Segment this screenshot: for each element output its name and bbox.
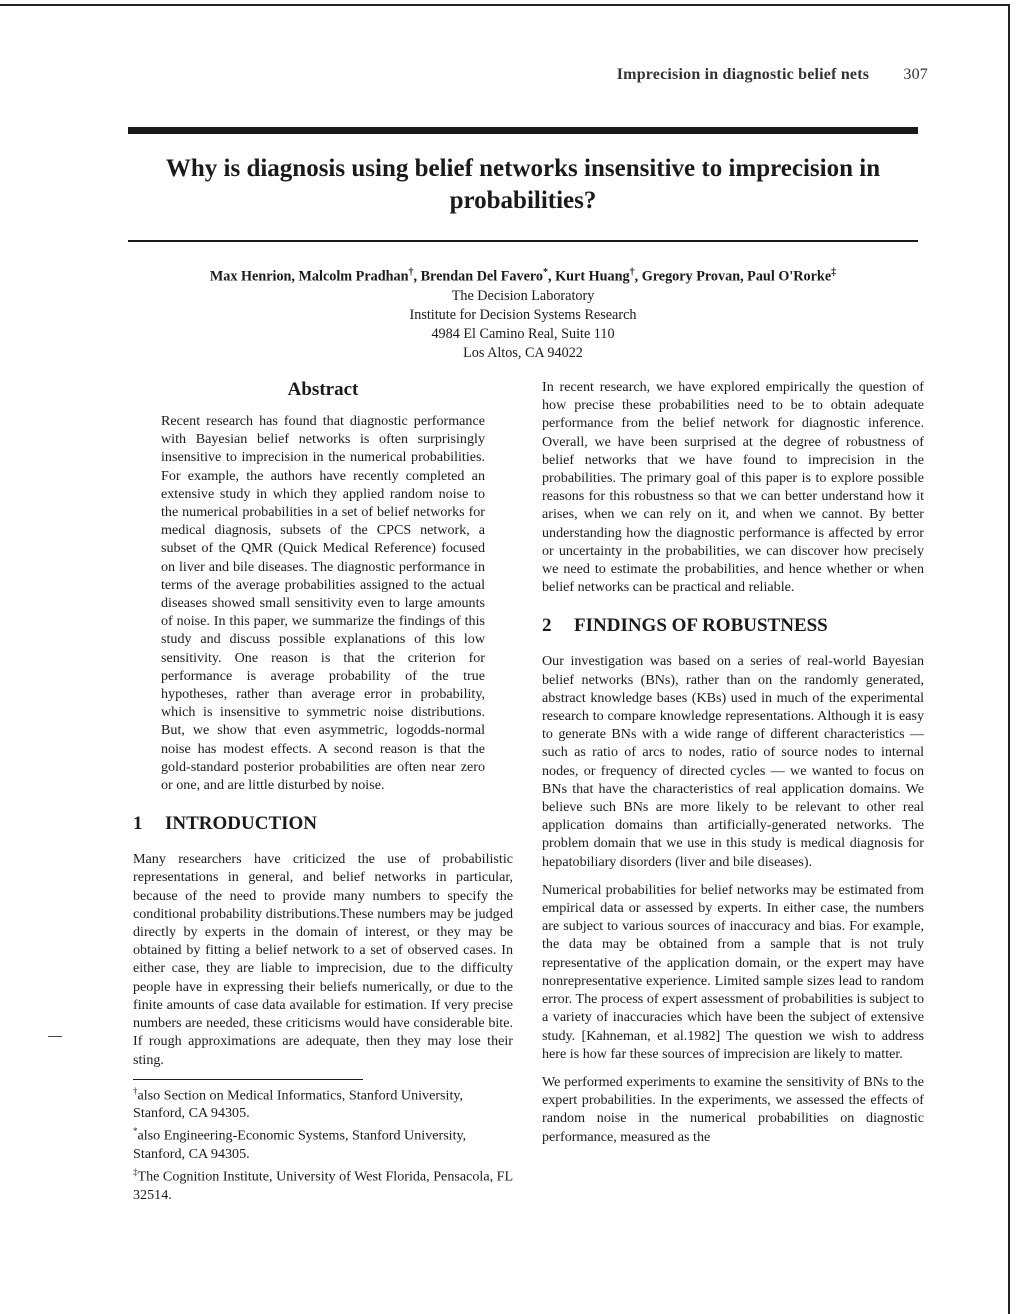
affiliation-line: 4984 El Camino Real, Suite 110: [431, 325, 615, 342]
findings-paragraph: Our investigation was based on a series of real-world Bayesian belief networks (BNs), rather than on the randomly generated, abstract knowledge bases (KBs) used in much of the experimental research to compare knowledge representations. Although it is easy to generate BNs with a wide range of different characteristics — such as ratio of arcs to nodes, ratio of source nodes to internal nodes, or frequency of directed cycles — we wanted to focus on BNs that have the characteristics of real application domains. We believe such BNs are more likely to be relevant to other real application domains than artificially-generated networks. The problem domain that we use in this study is medical diagnosis for hepatobiliary disorders (liver and bile diseases).: [542, 653, 924, 870]
findings-paragraph: Numerical probabilities for belief networks may be estimated from empirical data or assessed by experts. In either case, the numbers are subject to various sources of inaccuracy and bias. For example, the data may be obtained from a sample that is not truly representative of the application domain, or the expert may have nonrepresentative experience. Limited sample sizes lead to random error. The process of expert assessment of probabilities is subject to a variety of inaccuracies which have been the subject of extensive study. [Kahneman, et al.1982] The question we wish to address here is how far these sources of imprecision are likely to matter.: [542, 881, 924, 1062]
page-border-right: [1008, 4, 1010, 1314]
abstract-text: Recent research has found that diagnostic performance with Bayesian belief networks is often surprisingly insensitive to imprecision in the numerical probabilities. For example, the authors have recently completed an extensive study in which they applied random noise to the numerical probabilities in a set of belief networks for medical diagnosis, subsets of the CPCS network, a subset of the QMR (Quick Medical Reference) focused on liver and bile diseases. The diagnostic performance in terms of the average probabilities assigned to the actual diseases showed small sensitivity even to large amounts of noise. In this paper, we summarize the findings of this study and discuss possible explanations of this low sensitivity. One reason is that the criterion for performance is average probability of the true hypotheses, rather than average error in probability, which is insensitive to symmetric noise distributions. But, we show that even asymmetric, logodds-normal noise has modest effects. A second reason is that the gold-standard posterior probabilities are often near zero or one, and are little disturbed by noise.: [161, 413, 485, 794]
section-title: FINDINGS OF ROBUSTNESS: [574, 615, 828, 637]
margin-mark: [48, 1036, 62, 1037]
findings-paragraph: We performed experiments to examine the sensitivity of BNs to the expert probabilities. In the experiments, we assessed the effects of random noise in the numerical probabilities on diagnostic performance, measured as the: [542, 1073, 924, 1145]
page-number: 307: [903, 66, 928, 83]
footnote-mark: ‡: [133, 1167, 138, 1178]
author-names-1: Max Henrion, Malcolm Pradhan: [209, 268, 409, 285]
paper-title: Why is diagnosis using belief networks insensitive to imprecision in probabilities?: [165, 155, 881, 214]
author-mark-2: *: [543, 267, 549, 278]
author-names-3: , Kurt Huang: [548, 268, 630, 285]
footnote-mark: †: [133, 1085, 138, 1096]
author-list: [128, 263, 918, 287]
section-number: 2: [542, 615, 552, 637]
footnote-text: The Cognition Institute, University of West Florida, Pensacola, FL 32514.: [133, 1168, 513, 1203]
author-mark-3: †: [629, 267, 635, 278]
running-head-title: Imprecision in diagnostic belief nets: [616, 66, 870, 83]
footnote-text: also Section on Medical Informatics, Stanford University, Stanford, CA 94305.: [133, 1087, 464, 1122]
footnote: [133, 1082, 513, 1123]
author-names-2: , Brendan Del Favero: [413, 268, 544, 285]
section-number: 1: [133, 813, 143, 835]
page-border-top: [0, 4, 1010, 6]
left-column: [133, 378, 513, 1204]
running-head: [617, 66, 928, 84]
abstract-heading: Abstract: [287, 379, 359, 400]
title-rule-bottom: [128, 240, 918, 242]
author-mark-1: †: [408, 267, 414, 278]
footnote: [133, 1122, 513, 1163]
section-title: INTRODUCTION: [165, 813, 318, 835]
author-names-4: , Gregory Provan, Paul O'Rorke: [634, 268, 832, 285]
affiliation-line: Los Altos, CA 94022: [463, 344, 583, 361]
footnote-text: also Engineering-Economic Systems, Stanford University, Stanford, CA 94305.: [133, 1128, 467, 1163]
affiliation-line: The Decision Laboratory: [451, 287, 595, 304]
introduction-paragraph: Many researchers have criticized the use of probabilistic representations in general, and belief networks in particular, because of the need to provide many numbers to specify the conditional probability distributions.These numbers may be judged directly by experts in the domain of interest, or they may be obtained by fitting a belief network to a set of observed cases. In either case, they are liable to imprecision, due to the difficulty people have in expressing their beliefs numerically, or due to the finite amounts of case data available for estimation. If very precise numbers are needed, these criticisms would have considerable bite. If rough approximations are adequate, then they may lose their sting.: [133, 851, 513, 1068]
title-rule-top: [128, 127, 918, 134]
author-mark-4: ‡: [831, 267, 837, 278]
author-block: [128, 263, 918, 363]
section-heading-findings: [542, 614, 924, 638]
section-heading-introduction: [133, 812, 513, 836]
footnote: [133, 1163, 513, 1204]
right-column: [542, 378, 924, 1156]
intro-continuation-paragraph: In recent research, we have explored empirically the question of how precise these probabilities need to be to obtain adequate performance from the belief network for diagnostic inference. Overall, we have been surprised at the degree of robustness of belief networks that we have found to imprecision in the probabilities. The primary goal of this paper is to explore possible reasons for this robustness so that we can better understand how it arises, when we can rely on it, and when we cannot. By better understanding how the diagnostic performance is affected by error or uncertainty in the probabilities, we can discover how precisely we need to estimate the probabilities, and hence whether or when belief networks can be practical and reliable.: [542, 379, 924, 596]
affiliation-line: Institute for Decision Systems Research: [409, 306, 637, 323]
footnote-mark: *: [133, 1126, 138, 1137]
footnote-rule: [133, 1079, 363, 1080]
